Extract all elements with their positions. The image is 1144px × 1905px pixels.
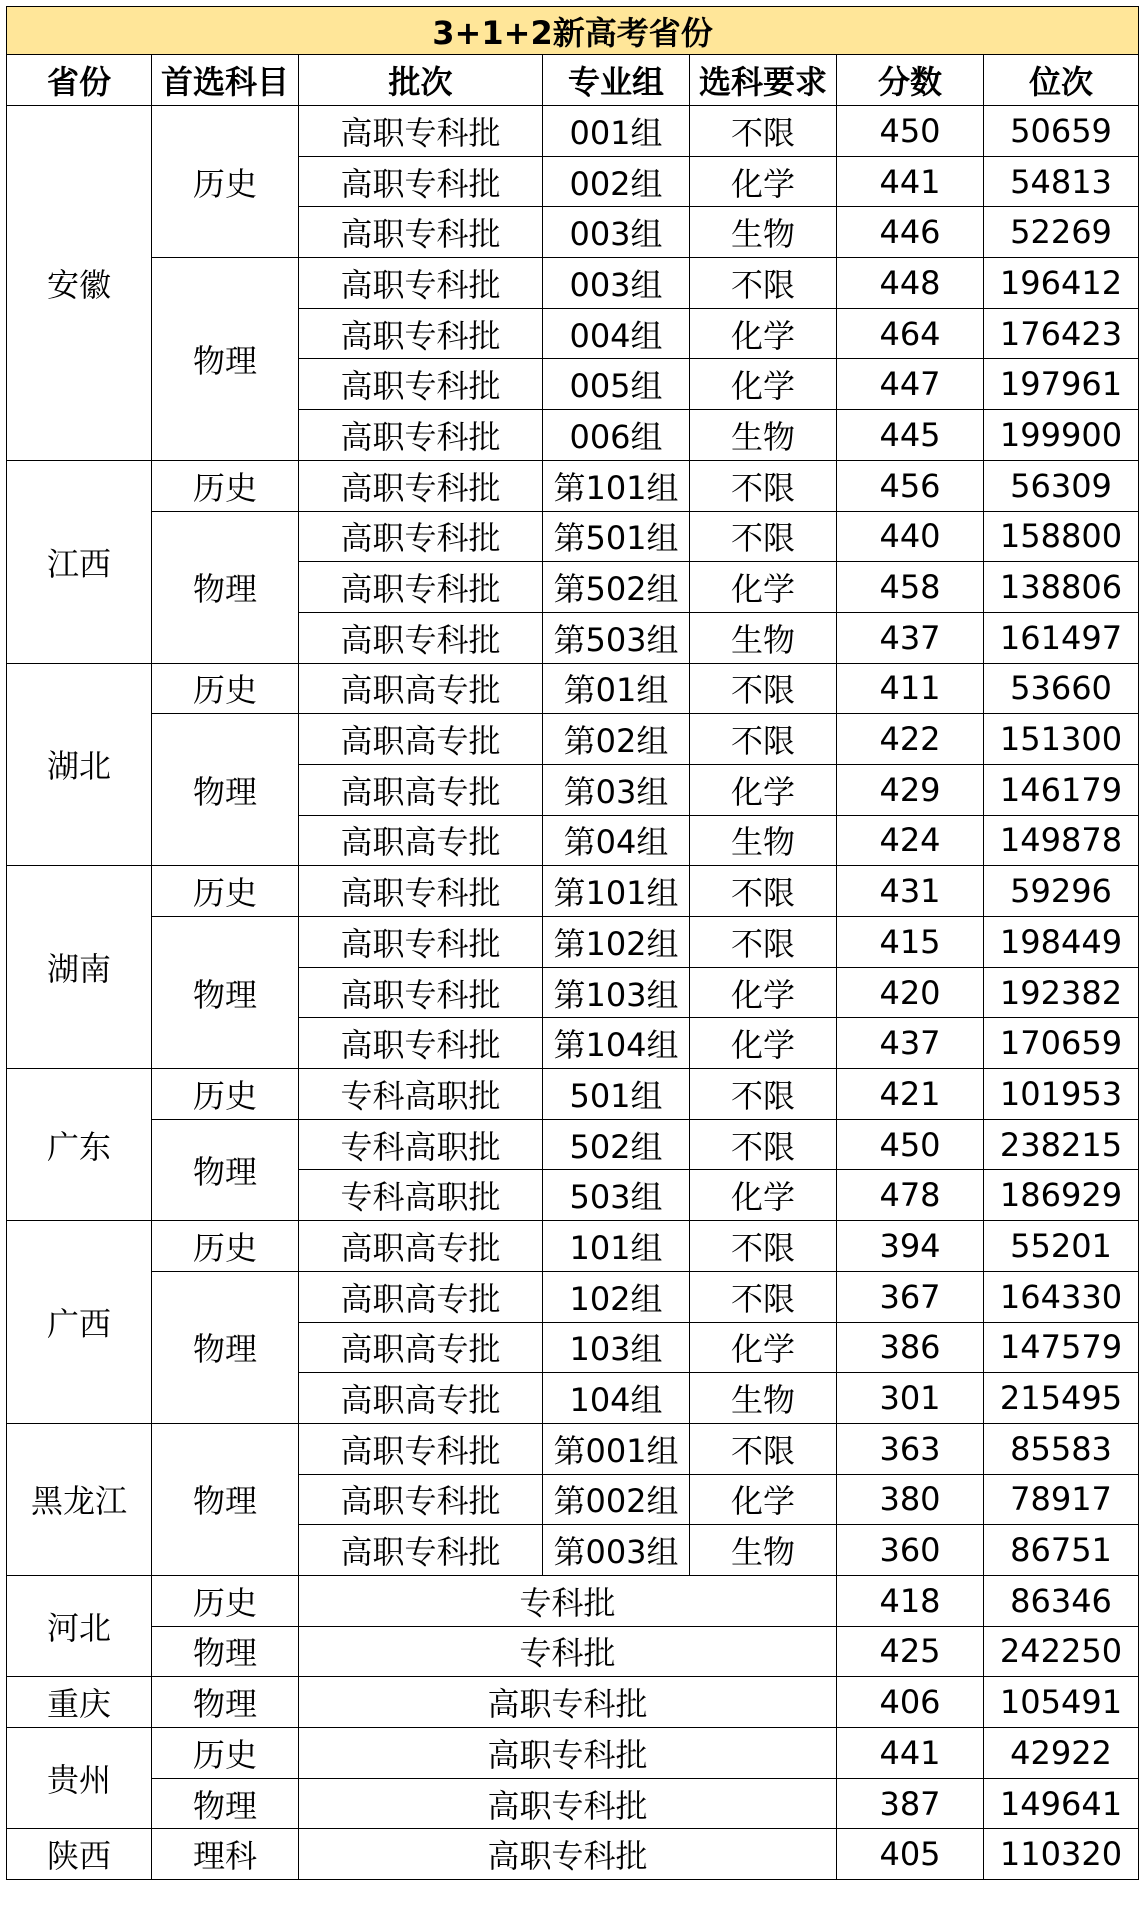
province-cell: 广西 xyxy=(7,1221,152,1424)
score-cell: 456 xyxy=(837,460,984,511)
requirement-cell: 生物 xyxy=(690,1525,837,1576)
requirement-cell: 生物 xyxy=(690,1373,837,1424)
rank-cell: 52269 xyxy=(984,207,1139,258)
rank-cell: 105491 xyxy=(984,1677,1139,1728)
province-cell: 黑龙江 xyxy=(7,1423,152,1575)
rank-cell: 164330 xyxy=(984,1271,1139,1322)
rank-cell: 198449 xyxy=(984,917,1139,968)
rank-cell: 161497 xyxy=(984,612,1139,663)
requirement-cell: 生物 xyxy=(690,815,837,866)
group-cell: 104组 xyxy=(543,1373,690,1424)
table-row xyxy=(7,663,1139,714)
rank-cell: 42922 xyxy=(984,1728,1139,1779)
table-row xyxy=(7,1626,1139,1677)
batch-cell: 高职专科批 xyxy=(299,1728,837,1779)
batch-cell: 高职专科批 xyxy=(299,106,543,157)
score-cell: 441 xyxy=(837,156,984,207)
score-cell: 437 xyxy=(837,1018,984,1069)
group-cell: 第502组 xyxy=(543,562,690,613)
requirement-cell: 生物 xyxy=(690,612,837,663)
group-cell: 004组 xyxy=(543,308,690,359)
batch-cell: 高职专科批 xyxy=(299,1474,543,1525)
batch-cell: 高职专科批 xyxy=(299,562,543,613)
province-cell: 贵州 xyxy=(7,1728,152,1829)
rank-cell: 186929 xyxy=(984,1170,1139,1221)
subject-cell: 历史 xyxy=(152,663,299,714)
requirement-cell: 化学 xyxy=(690,562,837,613)
score-cell: 386 xyxy=(837,1322,984,1373)
subject-cell: 物理 xyxy=(152,511,299,663)
requirement-cell: 不限 xyxy=(690,511,837,562)
requirement-cell: 化学 xyxy=(690,1474,837,1525)
rank-cell: 199900 xyxy=(984,410,1139,461)
requirement-cell: 化学 xyxy=(690,156,837,207)
score-cell: 394 xyxy=(837,1221,984,1272)
province-cell: 湖北 xyxy=(7,663,152,866)
province-cell: 重庆 xyxy=(7,1677,152,1728)
rank-cell: 242250 xyxy=(984,1626,1139,1677)
requirement-cell: 不限 xyxy=(690,1119,837,1170)
group-cell: 001组 xyxy=(543,106,690,157)
group-cell: 第02组 xyxy=(543,714,690,765)
table-row xyxy=(7,1575,1139,1626)
subject-cell: 物理 xyxy=(152,1119,299,1220)
rank-cell: 50659 xyxy=(984,106,1139,157)
score-cell: 441 xyxy=(837,1728,984,1779)
group-cell: 第101组 xyxy=(543,866,690,917)
group-cell: 第01组 xyxy=(543,663,690,714)
requirement-cell: 不限 xyxy=(690,1423,837,1474)
rank-cell: 86346 xyxy=(984,1575,1139,1626)
group-cell: 003组 xyxy=(543,207,690,258)
batch-cell: 高职专科批 xyxy=(299,156,543,207)
rank-cell: 85583 xyxy=(984,1423,1139,1474)
province-cell: 陕西 xyxy=(7,1829,152,1880)
rank-cell: 54813 xyxy=(984,156,1139,207)
batch-cell: 高职专科批 xyxy=(299,866,543,917)
table-row xyxy=(7,460,1139,511)
subject-cell: 历史 xyxy=(152,106,299,258)
rank-cell: 56309 xyxy=(984,460,1139,511)
rank-cell: 149878 xyxy=(984,815,1139,866)
province-cell: 安徽 xyxy=(7,106,152,461)
score-cell: 424 xyxy=(837,815,984,866)
group-cell: 第101组 xyxy=(543,460,690,511)
requirement-cell: 生物 xyxy=(690,207,837,258)
batch-cell: 高职高专批 xyxy=(299,1373,543,1424)
group-cell: 第501组 xyxy=(543,511,690,562)
batch-cell: 高职专科批 xyxy=(299,1677,837,1728)
rank-cell: 196412 xyxy=(984,258,1139,309)
table-row xyxy=(7,714,1139,765)
score-cell: 421 xyxy=(837,1069,984,1120)
requirement-cell: 不限 xyxy=(690,1221,837,1272)
requirement-cell: 不限 xyxy=(690,460,837,511)
batch-cell: 专科批 xyxy=(299,1575,837,1626)
score-cell: 420 xyxy=(837,967,984,1018)
rank-cell: 147579 xyxy=(984,1322,1139,1373)
subject-cell: 理科 xyxy=(152,1829,299,1880)
rank-cell: 176423 xyxy=(984,308,1139,359)
rank-cell: 138806 xyxy=(984,562,1139,613)
table-row xyxy=(7,1069,1139,1120)
requirement-cell: 化学 xyxy=(690,1018,837,1069)
group-cell: 503组 xyxy=(543,1170,690,1221)
requirement-cell: 化学 xyxy=(690,359,837,410)
table-row xyxy=(7,866,1139,917)
group-cell: 第103组 xyxy=(543,967,690,1018)
batch-cell: 高职专科批 xyxy=(299,1423,543,1474)
batch-cell: 高职高专批 xyxy=(299,1322,543,1373)
score-cell: 415 xyxy=(837,917,984,968)
group-cell: 006组 xyxy=(543,410,690,461)
requirement-cell: 不限 xyxy=(690,106,837,157)
table-row xyxy=(7,1221,1139,1272)
table-body xyxy=(7,7,1139,1880)
table-row xyxy=(7,1778,1139,1829)
rank-cell: 197961 xyxy=(984,359,1139,410)
subject-cell: 历史 xyxy=(152,866,299,917)
batch-cell: 高职专科批 xyxy=(299,511,543,562)
subject-cell: 历史 xyxy=(152,1069,299,1120)
group-cell: 103组 xyxy=(543,1322,690,1373)
rank-cell: 215495 xyxy=(984,1373,1139,1424)
subject-cell: 历史 xyxy=(152,1221,299,1272)
rank-cell: 158800 xyxy=(984,511,1139,562)
score-cell: 440 xyxy=(837,511,984,562)
header-subject: 首选科目 xyxy=(152,55,299,106)
header-batch: 批次 xyxy=(299,55,543,106)
batch-cell: 高职专科批 xyxy=(299,917,543,968)
requirement-cell: 生物 xyxy=(690,410,837,461)
score-cell: 363 xyxy=(837,1423,984,1474)
subject-cell: 物理 xyxy=(152,1423,299,1575)
batch-cell: 高职专科批 xyxy=(299,1018,543,1069)
subject-cell: 历史 xyxy=(152,1728,299,1779)
score-cell: 425 xyxy=(837,1626,984,1677)
subject-cell: 物理 xyxy=(152,258,299,461)
requirement-cell: 不限 xyxy=(690,1069,837,1120)
score-cell: 446 xyxy=(837,207,984,258)
subject-cell: 历史 xyxy=(152,460,299,511)
batch-cell: 高职专科批 xyxy=(299,410,543,461)
table-title: 3+1+2新高考省份 xyxy=(7,7,1139,55)
batch-cell: 高职高专批 xyxy=(299,815,543,866)
rank-cell: 55201 xyxy=(984,1221,1139,1272)
group-cell: 101组 xyxy=(543,1221,690,1272)
requirement-cell: 化学 xyxy=(690,967,837,1018)
table-row xyxy=(7,511,1139,562)
province-cell: 湖南 xyxy=(7,866,152,1069)
rank-cell: 101953 xyxy=(984,1069,1139,1120)
score-cell: 447 xyxy=(837,359,984,410)
score-cell: 360 xyxy=(837,1525,984,1576)
group-cell: 501组 xyxy=(543,1069,690,1120)
subject-cell: 物理 xyxy=(152,917,299,1069)
group-cell: 第04组 xyxy=(543,815,690,866)
header-row xyxy=(7,55,1139,106)
score-cell: 422 xyxy=(837,714,984,765)
score-table xyxy=(6,6,1139,1880)
score-cell: 387 xyxy=(837,1778,984,1829)
group-cell: 002组 xyxy=(543,156,690,207)
group-cell: 502组 xyxy=(543,1119,690,1170)
score-cell: 429 xyxy=(837,764,984,815)
province-cell: 河北 xyxy=(7,1575,152,1676)
score-cell: 450 xyxy=(837,1119,984,1170)
rank-cell: 146179 xyxy=(984,764,1139,815)
requirement-cell: 不限 xyxy=(690,714,837,765)
header-rank: 位次 xyxy=(984,55,1139,106)
table-row xyxy=(7,258,1139,309)
score-cell: 380 xyxy=(837,1474,984,1525)
rank-cell: 170659 xyxy=(984,1018,1139,1069)
rank-cell: 238215 xyxy=(984,1119,1139,1170)
batch-cell: 专科高职批 xyxy=(299,1119,543,1170)
batch-cell: 高职专科批 xyxy=(299,612,543,663)
group-cell: 102组 xyxy=(543,1271,690,1322)
batch-cell: 高职专科批 xyxy=(299,1525,543,1576)
requirement-cell: 化学 xyxy=(690,1170,837,1221)
subject-cell: 物理 xyxy=(152,1778,299,1829)
group-cell: 第03组 xyxy=(543,764,690,815)
score-cell: 406 xyxy=(837,1677,984,1728)
table-row xyxy=(7,1677,1139,1728)
batch-cell: 高职专科批 xyxy=(299,967,543,1018)
batch-cell: 高职专科批 xyxy=(299,308,543,359)
requirement-cell: 不限 xyxy=(690,258,837,309)
batch-cell: 高职高专批 xyxy=(299,1271,543,1322)
title-row xyxy=(7,7,1139,55)
header-province: 省份 xyxy=(7,55,152,106)
batch-cell: 高职高专批 xyxy=(299,1221,543,1272)
rank-cell: 151300 xyxy=(984,714,1139,765)
requirement-cell: 化学 xyxy=(690,764,837,815)
province-cell: 广东 xyxy=(7,1069,152,1221)
score-table-container xyxy=(6,6,1138,1880)
score-cell: 458 xyxy=(837,562,984,613)
score-cell: 448 xyxy=(837,258,984,309)
batch-cell: 高职专科批 xyxy=(299,1829,837,1880)
subject-cell: 历史 xyxy=(152,1575,299,1626)
rank-cell: 192382 xyxy=(984,967,1139,1018)
score-cell: 405 xyxy=(837,1829,984,1880)
batch-cell: 高职专科批 xyxy=(299,1778,837,1829)
group-cell: 005组 xyxy=(543,359,690,410)
score-cell: 478 xyxy=(837,1170,984,1221)
batch-cell: 高职高专批 xyxy=(299,663,543,714)
rank-cell: 110320 xyxy=(984,1829,1139,1880)
group-cell: 第001组 xyxy=(543,1423,690,1474)
table-row xyxy=(7,1728,1139,1779)
rank-cell: 78917 xyxy=(984,1474,1139,1525)
table-row xyxy=(7,1271,1139,1322)
header-requirement: 选科要求 xyxy=(690,55,837,106)
score-cell: 301 xyxy=(837,1373,984,1424)
table-row xyxy=(7,1119,1139,1170)
rank-cell: 53660 xyxy=(984,663,1139,714)
batch-cell: 专科高职批 xyxy=(299,1170,543,1221)
subject-cell: 物理 xyxy=(152,1271,299,1423)
header-group: 专业组 xyxy=(543,55,690,106)
table-row xyxy=(7,1829,1139,1880)
batch-cell: 专科批 xyxy=(299,1626,837,1677)
score-cell: 418 xyxy=(837,1575,984,1626)
group-cell: 第503组 xyxy=(543,612,690,663)
batch-cell: 高职专科批 xyxy=(299,359,543,410)
requirement-cell: 不限 xyxy=(690,663,837,714)
subject-cell: 物理 xyxy=(152,1677,299,1728)
subject-cell: 物理 xyxy=(152,1626,299,1677)
batch-cell: 专科高职批 xyxy=(299,1069,543,1120)
requirement-cell: 不限 xyxy=(690,866,837,917)
requirement-cell: 化学 xyxy=(690,1322,837,1373)
header-score: 分数 xyxy=(837,55,984,106)
requirement-cell: 不限 xyxy=(690,1271,837,1322)
score-cell: 437 xyxy=(837,612,984,663)
batch-cell: 高职高专批 xyxy=(299,764,543,815)
batch-cell: 高职高专批 xyxy=(299,714,543,765)
requirement-cell: 不限 xyxy=(690,917,837,968)
province-cell: 江西 xyxy=(7,460,152,663)
rank-cell: 59296 xyxy=(984,866,1139,917)
table-row xyxy=(7,1423,1139,1474)
group-cell: 第003组 xyxy=(543,1525,690,1576)
batch-cell: 高职专科批 xyxy=(299,460,543,511)
score-cell: 450 xyxy=(837,106,984,157)
score-cell: 431 xyxy=(837,866,984,917)
group-cell: 第102组 xyxy=(543,917,690,968)
subject-cell: 物理 xyxy=(152,714,299,866)
group-cell: 第104组 xyxy=(543,1018,690,1069)
batch-cell: 高职专科批 xyxy=(299,258,543,309)
rank-cell: 86751 xyxy=(984,1525,1139,1576)
score-cell: 411 xyxy=(837,663,984,714)
rank-cell: 149641 xyxy=(984,1778,1139,1829)
score-cell: 464 xyxy=(837,308,984,359)
score-cell: 445 xyxy=(837,410,984,461)
table-row xyxy=(7,917,1139,968)
group-cell: 第002组 xyxy=(543,1474,690,1525)
group-cell: 003组 xyxy=(543,258,690,309)
batch-cell: 高职专科批 xyxy=(299,207,543,258)
requirement-cell: 化学 xyxy=(690,308,837,359)
score-cell: 367 xyxy=(837,1271,984,1322)
table-row xyxy=(7,106,1139,157)
